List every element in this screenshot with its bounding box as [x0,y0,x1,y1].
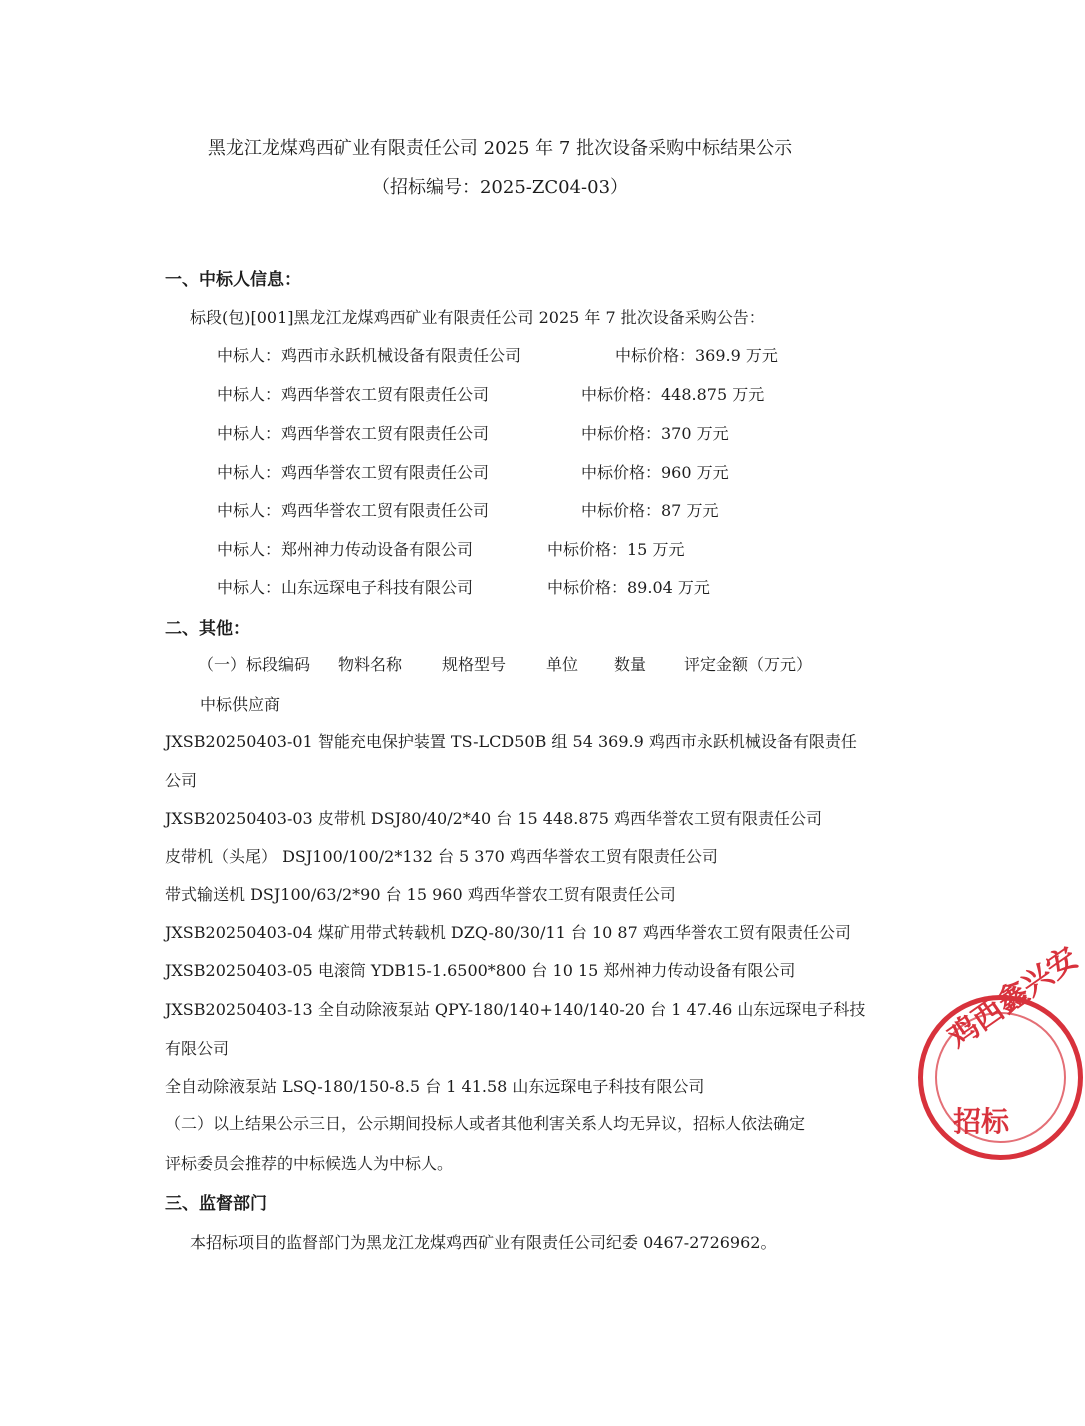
winner-price: 中标价格：448.875 万元 [581,385,765,404]
column-header: （一）标段编码 [198,655,311,674]
note-line: （二）以上结果公示三日，公示期间投标人或者其他利害关系人均无异议，招标人依法确定 [165,1114,806,1133]
winner-price: 中标价格：370 万元 [581,424,729,443]
seal-text-top: 鸡西鑫兴安 [941,940,1085,1056]
section2-heading: 二、其他： [165,619,250,639]
section3-heading: 三、监督部门 [165,1194,267,1214]
award-line: JXSB20250403-04 煤矿用带式转载机 DZQ-80/30/11 台 10 87 鸡西华誉农工贸有限责任公司 [165,923,851,942]
company-seal [918,940,1085,1160]
column-header-supplier: 中标供应商 [200,695,281,714]
winner-name: 中标人：山东远琛电子科技有限公司 [217,578,474,597]
winner-name: 中标人：鸡西华誉农工贸有限责任公司 [217,501,490,520]
winner-price: 中标价格：960 万元 [581,463,729,482]
column-header: 评定金额（万元） [684,655,813,674]
column-header: 物料名称 [338,655,403,674]
winner-price: 中标价格：89.04 万元 [547,578,710,597]
winner-price: 中标价格：87 万元 [581,501,719,520]
award-line: JXSB20250403-01 智能充电保护装置 TS-LCD50B 组 54 369.9 鸡西市永跃机械设备有限责任 [165,732,857,751]
note-line: 评标委员会推荐的中标候选人为中标人。 [165,1154,454,1173]
tender-code: （招标编号：2025-ZC04-03） [371,177,629,198]
winner-name: 中标人：鸡西华誉农工贸有限责任公司 [217,463,490,482]
winner-name: 中标人：郑州神力传动设备有限公司 [217,540,474,559]
section1-heading: 一、中标人信息： [165,270,301,290]
award-line: 皮带机（头尾） DSJ100/100/2*132 台 5 370 鸡西华誉农工贸有限责任公司 [165,847,718,866]
column-header: 数量 [614,655,647,674]
column-header: 规格型号 [442,655,507,674]
winner-price: 中标价格：15 万元 [547,540,685,559]
seal-text-bottom: 招标 [953,1105,1010,1138]
award-line: 公司 [165,771,198,790]
winner-name: 中标人：鸡西华誉农工贸有限责任公司 [217,385,490,404]
column-header: 单位 [546,655,579,674]
award-line: 有限公司 [165,1039,230,1058]
document-title: 黑龙江龙煤鸡西矿业有限责任公司 2025 年 7 批次设备采购中标结果公示 [207,138,793,159]
supervision-text: 本招标项目的监督部门为黑龙江龙煤鸡西矿业有限责任公司纪委 0467-2726962。 [190,1233,777,1252]
winner-name: 中标人：鸡西华誉农工贸有限责任公司 [217,424,490,443]
award-line: 带式输送机 DSJ100/63/2*90 台 15 960 鸡西华誉农工贸有限责任公司 [165,885,676,904]
award-line: 全自动除液泵站 LSQ-180/150-8.5 台 1 41.58 山东远琛电子科技有限公司 [165,1077,705,1096]
award-line: JXSB20250403-03 皮带机 DSJ80/40/2*40 台 15 448.875 鸡西华誉农工贸有限责任公司 [165,809,823,828]
award-line: JXSB20250403-13 全自动除液泵站 QPY-180/140+140/140-20 台 1 47.46 山东远琛电子科技 [165,1000,866,1019]
winner-name: 中标人：鸡西市永跃机械设备有限责任公司 [217,346,522,365]
winner-price: 中标价格：369.9 万元 [615,346,778,365]
section1-intro: 标段(包)[001]黑龙江龙煤鸡西矿业有限责任公司 2025 年 7 批次设备采购公告： [190,308,765,327]
award-line: JXSB20250403-05 电滚筒 YDB15-1.6500*800 台 10 15 郑州神力传动设备有限公司 [165,961,796,980]
